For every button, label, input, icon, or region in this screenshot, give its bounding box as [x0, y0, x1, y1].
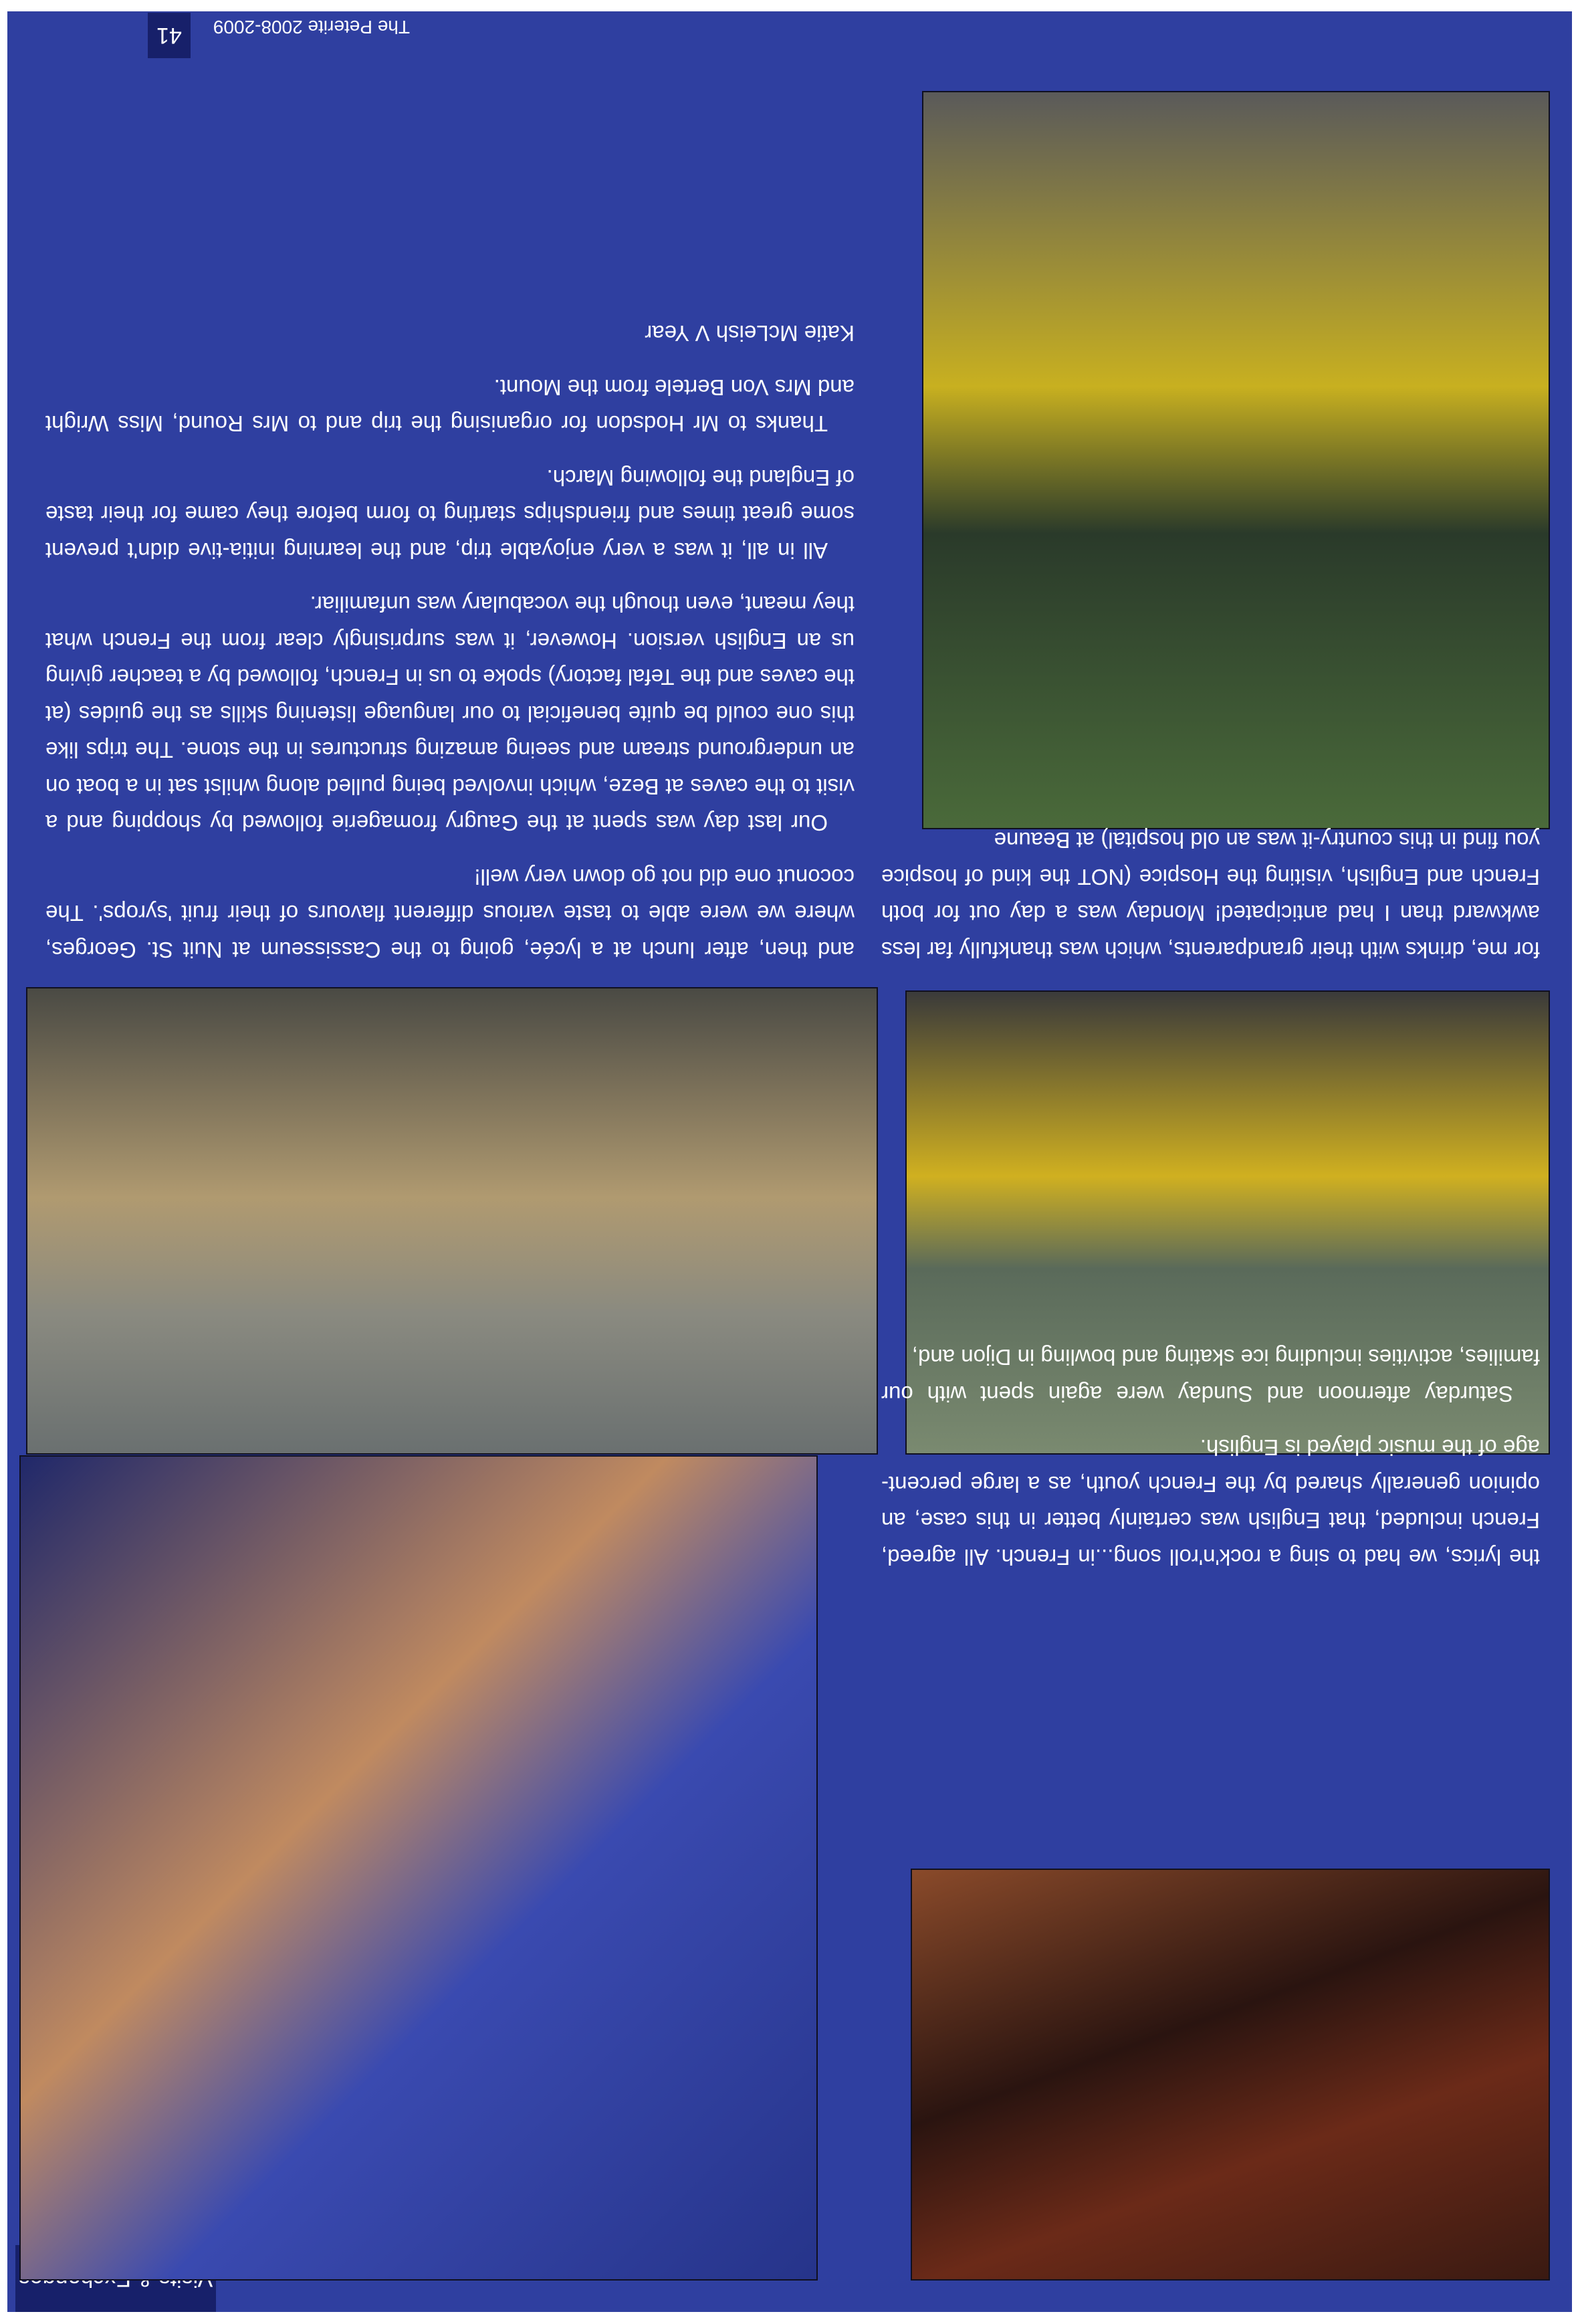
bowling-photo [911, 1869, 1550, 2281]
paragraph: All in all, it was a very enjoyable trip, and the learning initia-tive didn't prevent some great times and friendships starting to form before they came for their taste of England the following March. [45, 465, 855, 563]
publication-title: The Peterite 2008-2009 [213, 17, 410, 37]
ball-photo [922, 91, 1550, 829]
paragraph: for me, drinks with their grandparents, which was thankfully far less awkward than I had anticipated! Monday was a day out for both French and English, visiting the Hospice (NOT the kind of hospice you find in this country-it was an old hospital) at Beaune [881, 828, 1540, 962]
paragraph: and then, after lunch at a lycée, going to the Cassisseum at Nuit St. Georges, where we were able to taste various different flavours of their fruit 'syrops'. The coconut one did not go down very well! [45, 865, 855, 962]
paragraph: the lyrics, we had to sing a rock'n'roll song...in French. All agreed, French included, that English was certainly better in this case, an opinion generally shared by the French youth, as a large percent-age of the music played is English. [881, 1435, 1540, 1570]
page-number: 41 [148, 13, 191, 58]
group-photo-wall [26, 987, 878, 1455]
portrait-photo [19, 1455, 818, 2281]
paragraph: Saturday afternoon and Sunday were again spent with our families, activities including ice skating and bowling in Dijon and, [881, 1345, 1540, 1406]
paragraph: Our last day was spent at the Gaugry fromagerie followed by shopping and a visit to the caves at Beze, which involved being pulled along whilst sat in a boat on an underground stream and seeing amazing structures in the stone. The trips like this one could be quite beneficial to our language listening skills as the guides (at the caves and the Tefal factory) spoke to us in French, followed by a teacher giving us an English version. However, it was surprisingly clear from the French what they meant, even though the vocabulary was unfamiliar. [45, 592, 855, 836]
article-column-right [45, 298, 855, 968]
article-column-lower [881, 805, 1540, 968]
article-author: Katie McLeish V Year [645, 321, 855, 346]
paragraph: Thanks to Mr Hodsdon for organising the trip and to Mrs Round, Miss Wright and Mrs Von Bertele from the Mount. [45, 375, 855, 437]
article-column-upper [881, 1322, 1540, 1575]
